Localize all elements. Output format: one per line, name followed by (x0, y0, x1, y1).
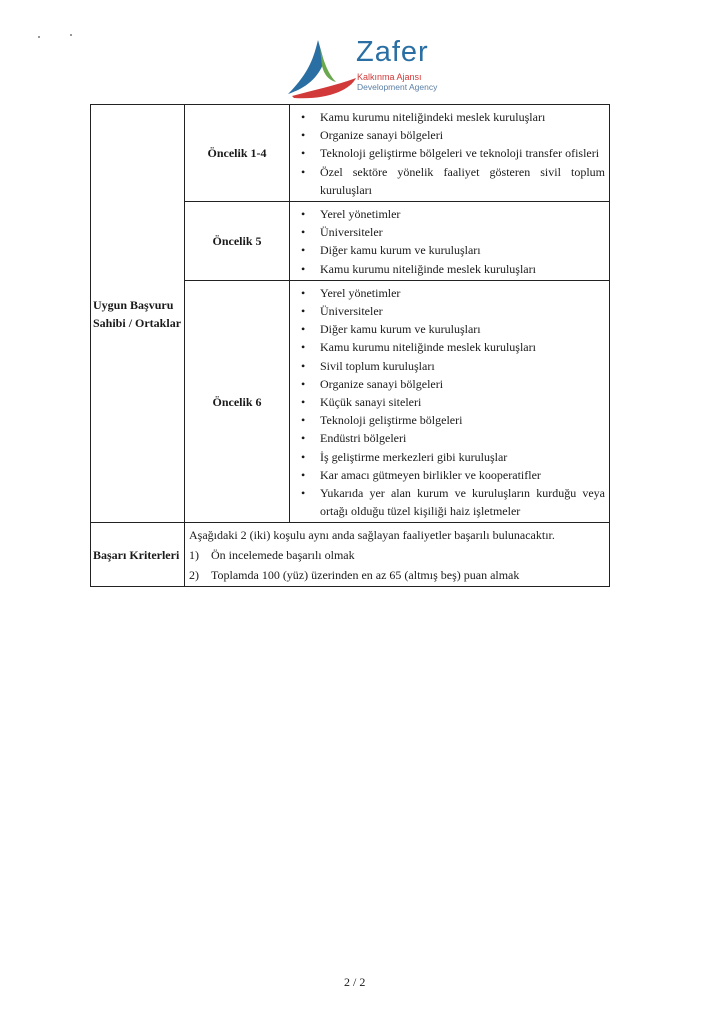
list-item: • Kamu kurumu niteliğindeki meslek kuruluşları (301, 110, 546, 124)
bullet-list (290, 202, 609, 280)
eligible-applicants-header (91, 105, 185, 523)
logo-name: Zafer (356, 36, 429, 68)
bullet-list (290, 105, 609, 201)
priority-items-cell (290, 202, 610, 281)
bullet-list (290, 281, 609, 523)
priority-label-cell (185, 105, 290, 202)
priority-label-cell (185, 280, 290, 523)
list-item: • Kamu kurumu niteliğinde meslek kuruluşları (301, 261, 536, 276)
list-item: • Küçük sanayi siteleri (301, 395, 422, 410)
list-item: • Teknoloji geliştirme bölgeleri ve teknoloji transfer ofisleri (301, 146, 600, 161)
table-row (91, 523, 610, 587)
priority-label: Öncelik 6 (212, 394, 262, 409)
list-item: • İş geliştirme merkezleri gibi kuruluşlar (301, 449, 508, 464)
priority-label: Öncelik 1-4 (207, 145, 267, 160)
list-item: • Yerel yönetimler (301, 207, 401, 222)
list-item: • Diğer kamu kurum ve kuruluşları (301, 243, 481, 258)
eligibility-table (90, 104, 610, 587)
criteria-item: 1) Ön incelemede başarılı olmak (189, 547, 355, 562)
list-item: • Endüstri bölgeleri (301, 431, 407, 446)
agency-logo (284, 38, 474, 102)
success-criteria-label: Başarı Kriterleri (93, 547, 180, 562)
criteria-item: 2) Toplamda 100 (yüz) üzerinden en az 65 (altmış beş) puan almak (189, 567, 520, 582)
list-item: • Üniversiteler (301, 225, 383, 240)
list-item: • Teknoloji geliştirme bölgeleri (301, 413, 463, 428)
list-item: • Kar amacı gütmeyen birlikler ve kooperatifler (301, 467, 541, 482)
list-item: • Sivil toplum kuruluşları (301, 358, 435, 373)
eligible-applicants-label: Uygun Başvuru Sahibi / Ortaklar (93, 297, 182, 330)
list-item: • Organize sanayi bölgeleri (301, 128, 444, 143)
list-item: • Kamu kurumu niteliğinde meslek kuruluşları (301, 340, 536, 355)
success-criteria-header (91, 523, 185, 587)
table-row (91, 105, 610, 202)
list-item: • Yerel yönetimler (301, 285, 401, 300)
priority-items-cell (290, 280, 610, 523)
logo-emblem-icon (284, 38, 364, 102)
success-criteria-cell (185, 523, 610, 587)
priority-label: Öncelik 5 (212, 233, 262, 248)
logo-subtitle-tr: Kalkınma Ajansı (357, 72, 422, 82)
list-item: • Diğer kamu kurum ve kuruluşları (301, 322, 481, 337)
priority-label-cell (185, 202, 290, 281)
list-item: • Özel sektöre yönelik faaliyet gösteren sivil toplum kuruluşları (301, 164, 605, 197)
list-item: • Üniversiteler (301, 304, 383, 319)
list-item: • Yukarıda yer alan kurum ve kuruluşların kurduğu veya ortağı olduğu tüzel kişiliği haiz işletmeler (301, 486, 605, 519)
page-number: 2 / 2 (344, 975, 366, 989)
logo-subtitle-en: Development Agency (357, 82, 438, 92)
priority-items-cell (290, 105, 610, 202)
list-item: • Organize sanayi bölgeleri (301, 376, 444, 391)
success-criteria-intro: Aşağıdaki 2 (iki) koşulu aynı anda sağlayan faaliyetler başarılı bulunacaktır. (189, 528, 555, 543)
